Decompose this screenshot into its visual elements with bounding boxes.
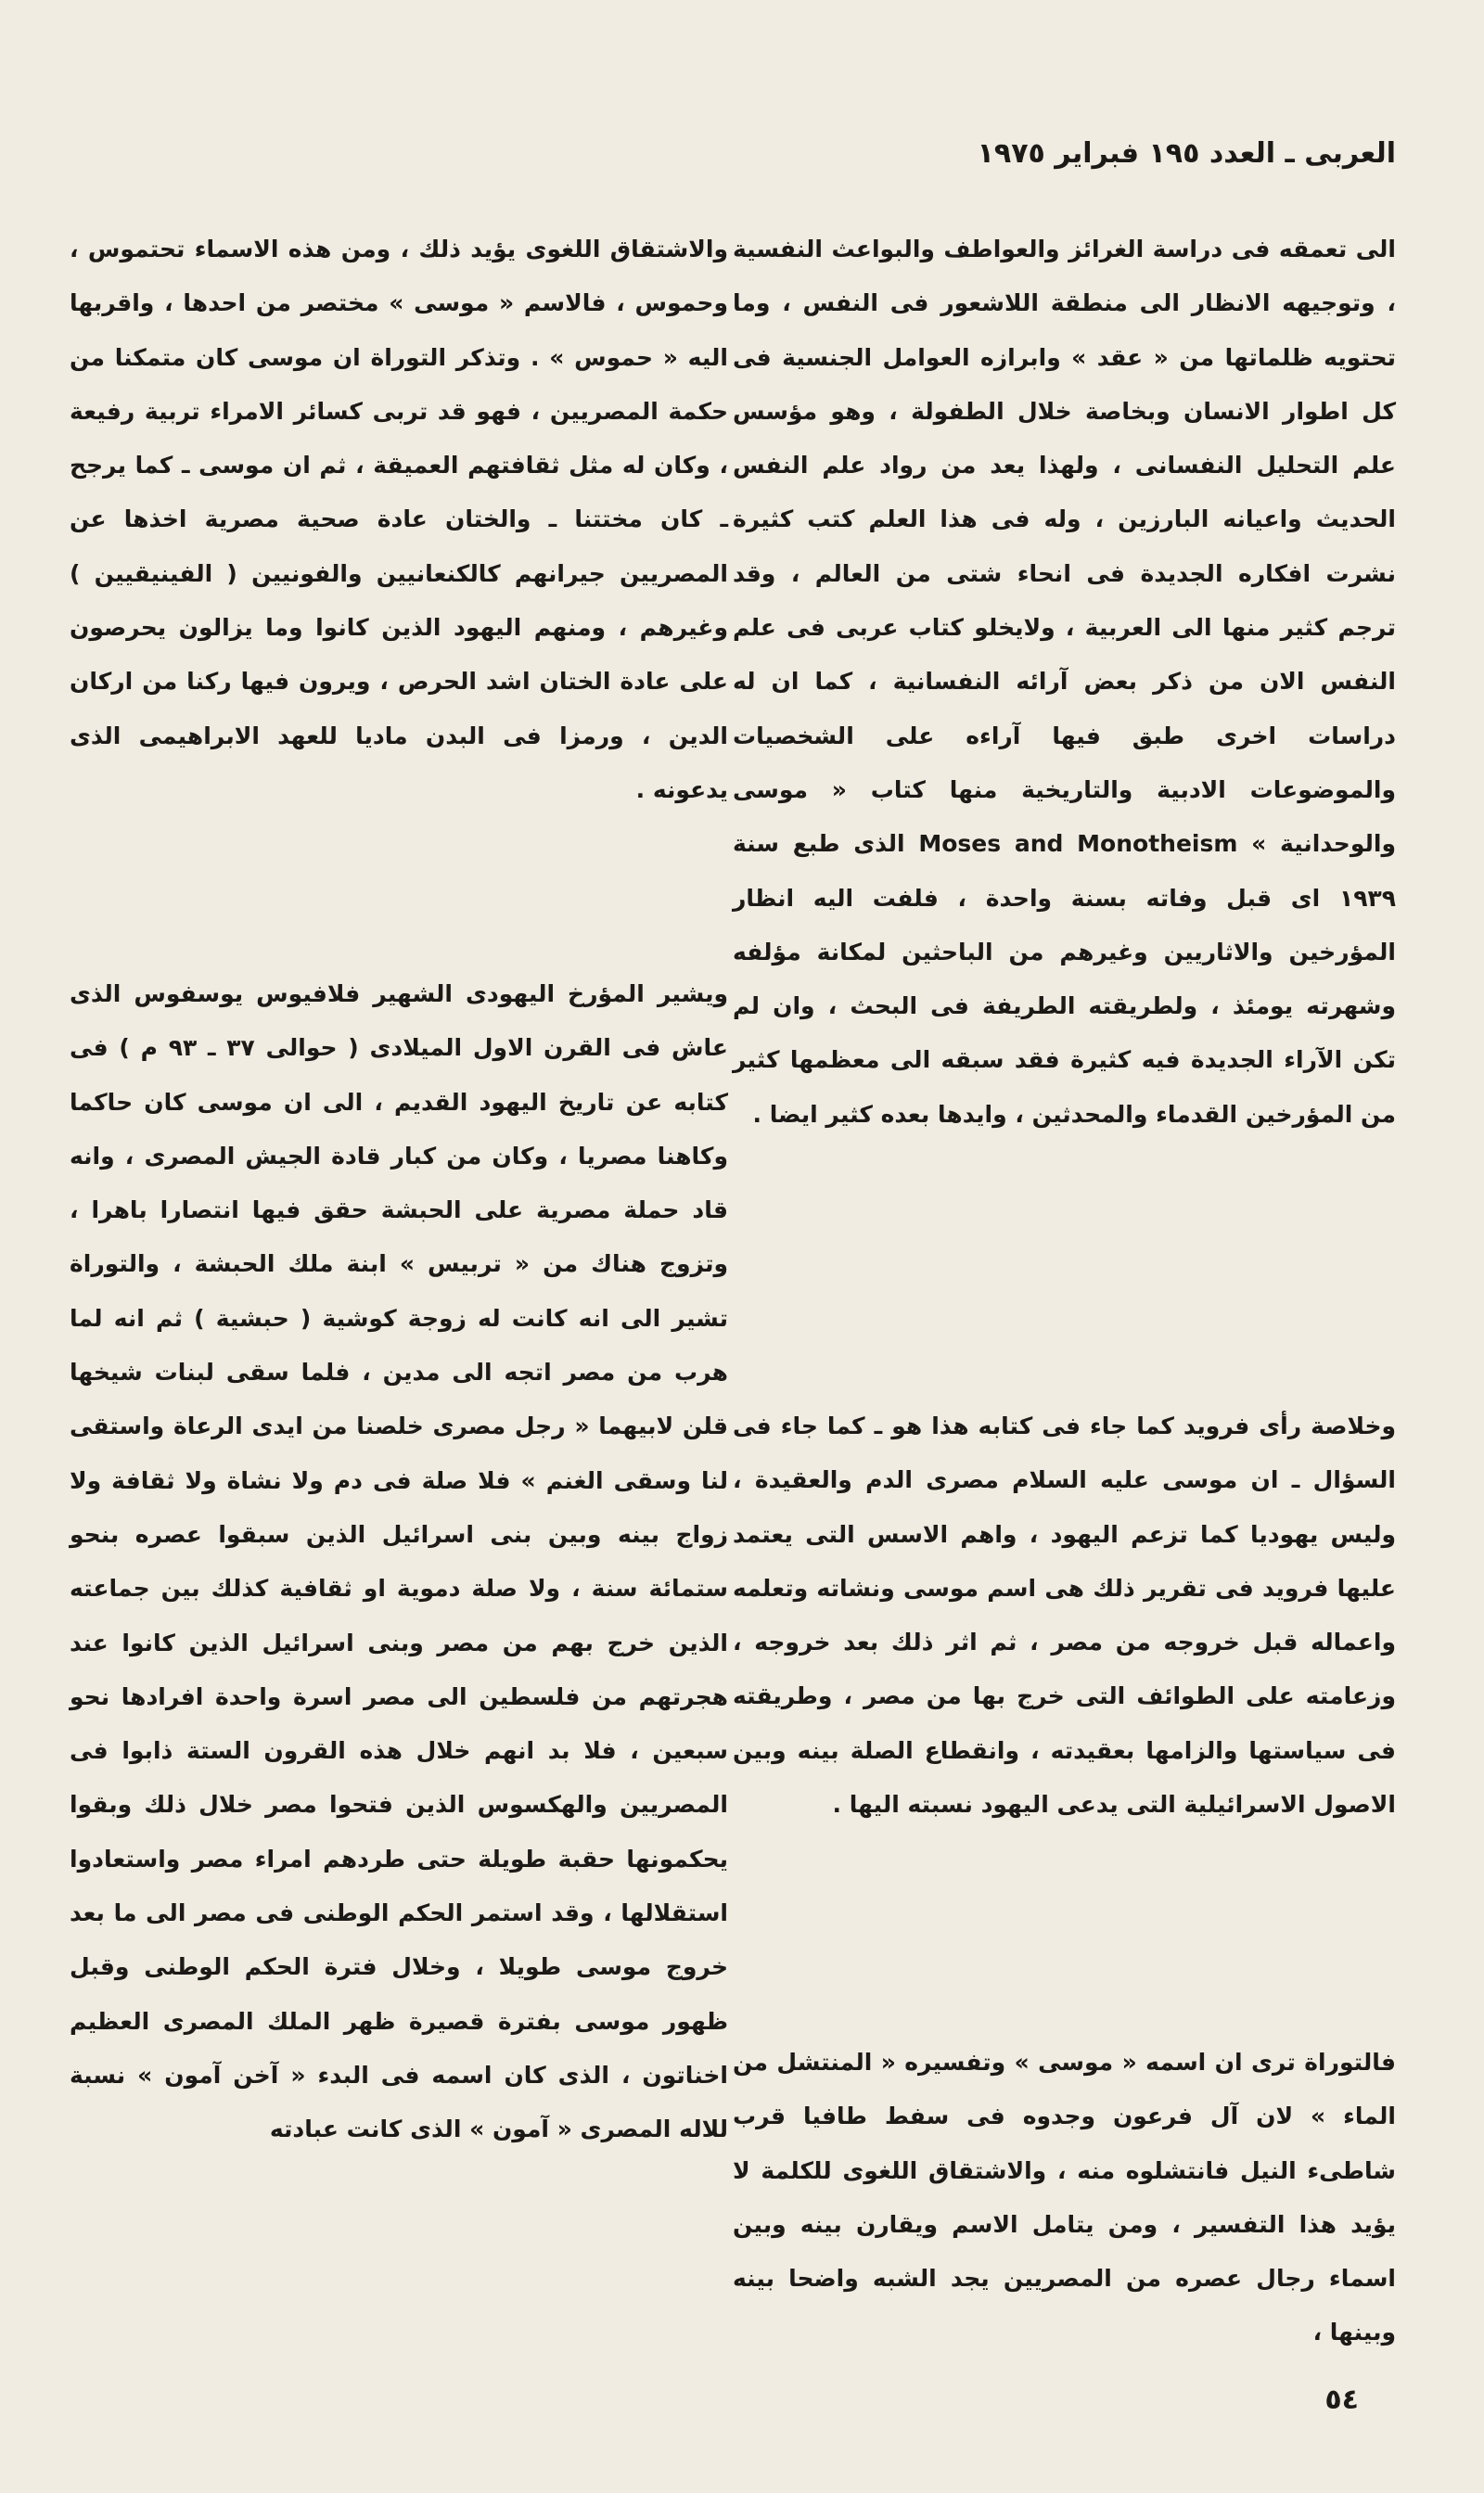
page-number: ٥٤ [1324,2384,1359,2416]
paragraph: ويشير المؤرخ اليهودى الشهير فلافيوس يوسفوس الذى عاش فى القرن الاول الميلادى ( حوالى ٣٧ ـ ٩٣ م ) فى كتابه عن تاريخ اليهود القديم ، الى ان موسى كان حاكما وكاهنا مصريا ، وكان من كبار قادة الجيش المصرى ، وانه قاد حملة مصرية على الحبشة حقق فيها انتصارا باهرا ، وتزوج هناك من « تربيس » ابنة ملك الحبشة ، والتوراة تشير الى انه كانت له زوجة كوشية ( حبشية ) ثم انه لما هرب من مصر اتجه الى مدين ، فلما سقى لبنات شيخها قلن لابيهما « رجل مصرى خلصنا من ايدى الرعاة واستقى لنا وسقى الغنم » فلا صلة فى دم ولا نشاة ولا ثقافة ولا زواج بينه وبين بنى اسرائيل الذين سبقوا عصره بنحو ستمائة سنة ، ولا صلة دموية او ثقافية كذلك بين جماعته الذين خرج بهم من مصر وبنى اسرائيل الذين كانوا عند هجرتهم من فلسطين الى مصر اسرة واحدة افرادها نحو سبعين ، فلا بد انهم خلال هذه القرون الستة ذابوا فى المصريين والهكسوس الذين فتحوا مصر خلال ذلك وبقوا يحكمونها حقبة طويلة حتى طردهم امراء مصر واستعادوا استقلالها ، وقد استمر الحكم الوطنى فى مصر الى ما بعد خروج موسى طويلا ، وخلال فترة الحكم الوطنى وقبل ظهور موسى بفترة قصيرة ظهر الملك المصرى العظيم اخناتون ، الذى كان اسمه فى البدء « آخن آمون » نسبة للاله المصرى « آمون » الذى كانت عبادته [70,980,728,2143]
right-text-column [733,223,1396,2346]
paragraph: الى تعمقه فى دراسة الغرائز والعواطف والبواعث النفسية ، وتوجيهه الانظار الى منطقة اللاشعور فى النفس ، وما تحتويه ظلماتها من « عقد » وابرازه العوامل الجنسية فى كل اطوار الانسان وبخاصة خلال الطفولة ، وهو مؤسس علم التحليل النفسانى ، ولهذا يعد من رواد علم النفس الحديث واعيانه البارزين ، وله فى هذا العلم كتب كثيرة نشرت افكاره الجديدة فى انحاء شتى من العالم ، وقد ترجم كثير منها الى العربية ، ولايخلو كتاب عربى فى علم النفس الان من ذكر بعض آرائه النفسانية ، كما ان له دراسات اخرى طبق فيها آراءه على الشخصيات والموضوعات الادبية والتاريخية منها كتاب « موسى والوحدانية » Moses and Monotheism الذى طبع سنة ١٩٣٩ اى قبل وفاته بسنة واحدة ، فلفت اليه انظار المؤرخين والاثاريين وغيرهم من الباحثين لمكانة مؤلفه وشهرته يومئذ ، ولطريقته الطريفة فى البحث ، وان لم تكن الآراء الجديدة فيه كثيرة فقد سبقه الى معظمها كثير من المؤرخين القدماء والمحدثين ، وايدها بعده كثير ايضا . [733,236,1396,1128]
running-header: العربى ـ العدد ١٩٥ فبراير ١٩٧٥ [977,137,1396,170]
paragraph: والاشتقاق اللغوى يؤيد ذلك ، ومن هذه الاسماء تحتموس ، وحموس ، فالاسم « موسى » مختصر من احدها ، واقربها اليه « حموس » . وتذكر التوراة ان موسى كان متمكنا من حكمة المصريين ، فهو قد تربى كسائر الامراء تربية رفيعة ، وكان له مثل ثقافتهم العميقة ، ثم ان موسى ـ كما يرجح ـ كان مختتنا ـ والختان عادة صحية مصرية اخذها عن المصريين جيرانهم كالكنعانيين والفونيين ( الفينيقيين ) وغيرهم ، ومنهم اليهود الذين كانوا وما يزالون يحرصون على عادة الختان اشد الحرص ، ويرون فيها ركنا من اركان الدين ، ورمزا فى البدن ماديا للعهد الابراهيمى الذى يدعونه . [70,236,728,803]
paragraph: فالتوراة ترى ان اسمه « موسى » وتفسيره « المنتشل من الماء » لان آل فرعون وجدوه فى سفط طافيا قرب شاطىء النيل فانتشلوه منه ، والاشتقاق اللغوى للكلمة لا يؤيد هذا التفسير ، ومن يتامل الاسم ويقارن بينه وبين اسماء رجال عصره من المصريين يجد الشبه واضحا بينه وبينها ، [733,2049,1396,2346]
left-text-column [70,223,728,2291]
paragraph: وخلاصة رأى فرويد كما جاء فى كتابه هذا هو ـ كما جاء فى السؤال ـ ان موسى عليه السلام مصرى الدم والعقيدة ، وليس يهوديا كما تزعم اليهود ، واهم الاسس التى يعتمد عليها فرويد فى تقرير ذلك هى اسم موسى ونشاته وتعلمه واعماله قبل خروجه من مصر ، ثم اثر ذلك بعد خروجه ، وزعامته على الطوائف التى خرج بها من مصر ، وطريقته فى سياستها والزامها بعقيدته ، وانقطاع الصلة بينه وبين الاصول الاسرائيلية التى يدعى اليهود نسبته اليها . [733,1413,1396,1819]
